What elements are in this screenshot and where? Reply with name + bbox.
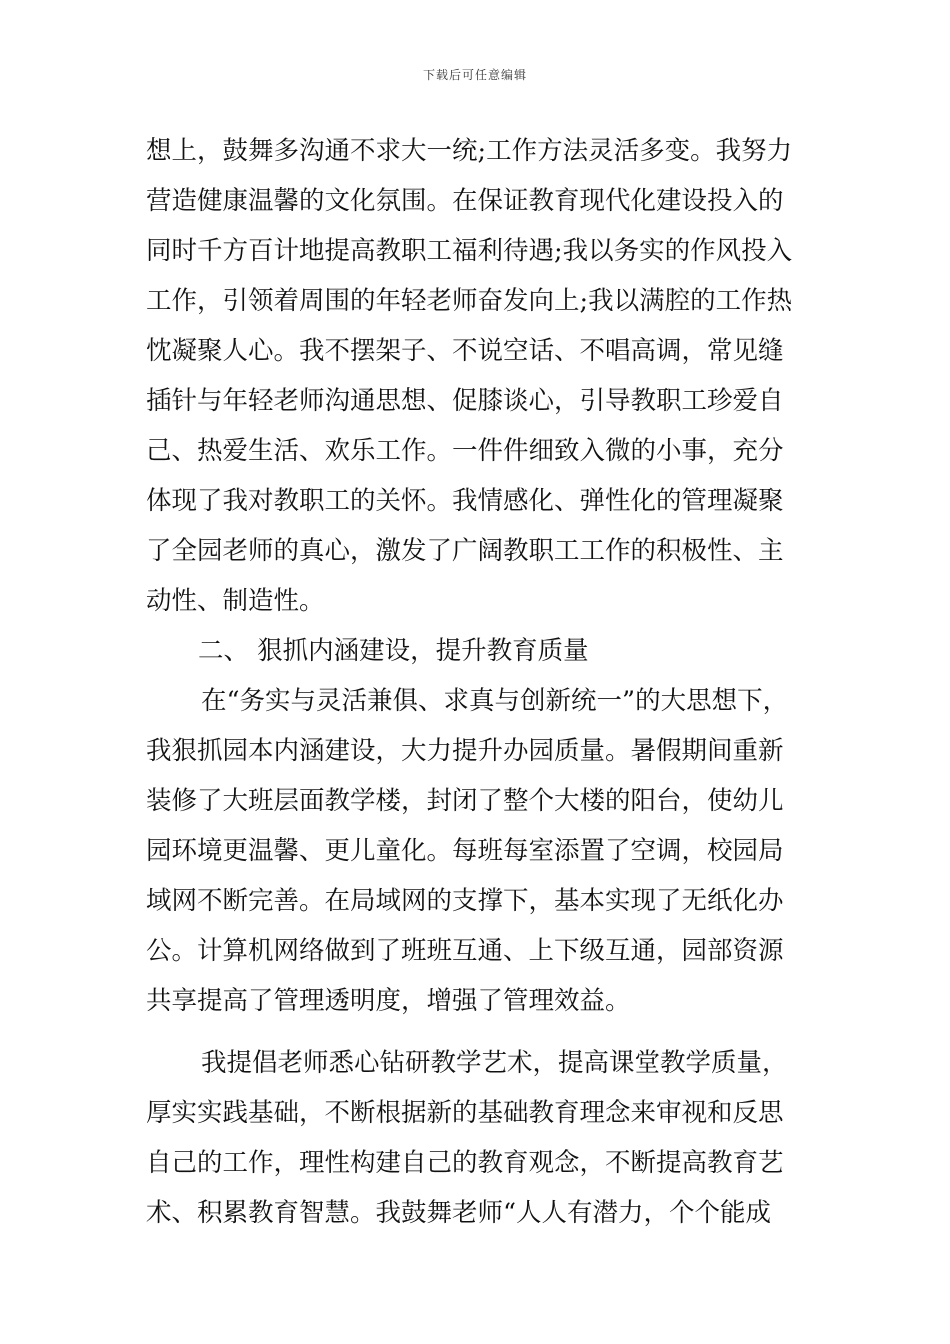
paragraph-line: 营造健康温馨的文化氛围。在保证教育现代化建设投入的 <box>146 186 784 216</box>
paragraph-line: 己、热爱生活、欢乐工作。一件件细致入微的小事，充分 <box>146 436 784 466</box>
paragraph-line: 园环境更温馨、更儿童化。每班每室添置了空调，校园局 <box>146 836 784 866</box>
header-note: 下载后可任意编辑 <box>422 68 527 82</box>
document-body <box>146 126 811 1238</box>
paragraph-line: 共享提高了管理透明度，增强了管理效益。 <box>146 986 631 1016</box>
paragraph-line: 我提倡老师悉心钻研教学艺术，提高课堂教学质量， <box>201 1048 788 1078</box>
paragraph-line: 忱凝聚人心。我不摆架子、不说空话、不唱高调，常见缝 <box>146 336 784 366</box>
paragraph-line: 公。计算机网络做到了班班互通、上下级互通，园部资源 <box>146 936 784 966</box>
paragraph-line: 厚实实践基础，不断根据新的基础教育理念来审视和反思 <box>146 1098 784 1128</box>
paragraph-line: 术、积累教育智慧。我鼓舞老师“人人有潜力，个个能成 <box>146 1198 772 1228</box>
paragraph-line: 同时千方百计地提高教职工福利待遇;我以务实的作风投入 <box>146 236 793 266</box>
section-heading: 二、 狠抓内涵建设，提升教育质量 <box>198 636 589 666</box>
paragraph-line: 工作，引领着周围的年轻老师奋发向上;我以满腔的工作热 <box>146 286 793 316</box>
paragraph-line: 了全园老师的真心，激发了广阔教职工工作的积极性、主 <box>146 536 784 566</box>
paragraph-line: 域网不断完善。在局域网的支撑下，基本实现了无纸化办 <box>146 886 784 916</box>
paragraph-line: 插针与年轻老师沟通思想、促膝谈心，引导教职工珍爱自 <box>146 386 784 416</box>
paragraph-line: 想上，鼓舞多沟通不求大一统;工作方法灵活多变。我努力 <box>146 136 793 166</box>
paragraph-line: 动性、制造性。 <box>146 586 325 616</box>
paragraph-line: 体现了我对教职工的关怀。我情感化、弹性化的管理凝聚 <box>146 486 784 516</box>
paragraph-gap <box>146 1026 811 1038</box>
paragraph-line: 在“务实与灵活兼俱、求真与创新统一”的大思想下， <box>201 686 789 716</box>
paragraph-line: 装修了大班层面教学楼，封闭了整个大楼的阳台，使幼儿 <box>146 786 784 816</box>
paragraph-line: 我狠抓园本内涵建设，大力提升办园质量。暑假期间重新 <box>146 736 784 766</box>
paragraph-line: 自己的工作，理性构建自己的教育观念，不断提高教育艺 <box>146 1148 784 1178</box>
